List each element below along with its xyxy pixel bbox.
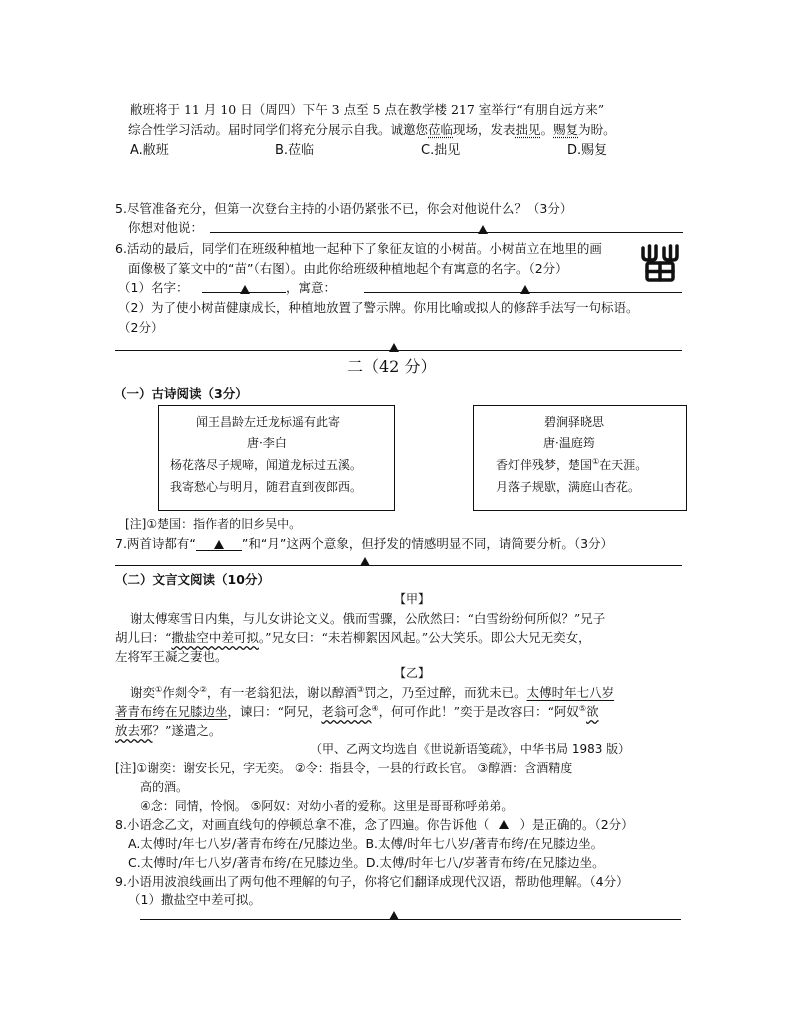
yi-wavy-fangqu: 放去邪 — [115, 723, 153, 738]
q6-prompt-line2: 面像极了篆文中的“苗”（右图）。由此你给班级种植地起个有寓意的名字。（2分） — [128, 261, 568, 276]
q4-line2-b: 现场，发表 — [453, 122, 516, 137]
q4-word-zhuojian: 拙见 — [515, 122, 541, 137]
q7-blank[interactable] — [196, 535, 242, 551]
q4-line2-c: 。 — [540, 122, 554, 137]
poetry-note: [注]①楚国：指作者的旧乡吴中。 — [125, 517, 302, 531]
yi-para-line2 — [115, 702, 599, 720]
yi-note3-marker: ③ — [356, 684, 365, 694]
poem2-title: 碧涧驿晓思 — [544, 415, 605, 429]
q7-answer-line[interactable] — [115, 565, 682, 566]
q5-answer-marker — [478, 222, 488, 237]
q4-word-lailin: 莅临 — [428, 122, 454, 137]
yi-line3-a: ？”遂遣之。 — [152, 723, 222, 738]
q6-sub2-line1: （2）为了使小树苗健康成长，种植地放置了警示牌。你用比喻或拟人的修辞手法写一句标语。 — [118, 300, 639, 315]
q6-sub2-line2: （2分） — [118, 320, 164, 335]
q9-sub1: （1）撒盐空中差可拟。 — [128, 892, 261, 907]
yi-underlined-sentence-part1: 太傅时年七八岁 — [526, 685, 615, 700]
classical-note1: [注]①谢奕：谢安长兄，字无奕。 ②令：指县令，一县的行政长官。 ③醇酒：含酒精度 — [115, 761, 573, 775]
seal-script-miao-svg — [638, 242, 682, 282]
q7-prompt-b: ”和“月”这两个意象，但抒发的情感明显不同，请简要分析。（3分） — [241, 536, 614, 551]
q9-prompt: 9.小语用波浪线画出了两句他不理解的句子，你将它们翻译成现代汉语，帮助他理解。（4分） — [115, 874, 629, 889]
q5-prompt: 5.尽管准备充分，但第一次登台主持的小语仍紧张不已，你会对他说什么？（3分） — [115, 201, 573, 216]
q9-sub1-marker — [389, 908, 399, 923]
classical-heading: （二）文言文阅读（10分） — [115, 572, 270, 587]
poem1-line1: 杨花落尽子规啼，闻道龙标过五溪。 — [170, 458, 363, 472]
q6-sub2-marker — [389, 340, 399, 355]
yi-line1-b: 作剡令 — [162, 685, 200, 700]
poem2-author: 唐·温庭筠 — [543, 436, 595, 450]
yi-underlined-sentence-part2: 著青布绔在兄膝边坐 — [115, 704, 228, 719]
yi-note2-marker: ② — [199, 684, 207, 694]
classical-note1-cont: 高的酒。 — [140, 780, 189, 794]
poem2-note-marker: ① — [592, 457, 600, 466]
q4-line2-a: 综合性学习活动。届时同学们将充分展示自我。诚邀您 — [128, 122, 429, 137]
yi-label: 【乙】 — [394, 666, 431, 680]
section-2-title: 二（42 分） — [347, 357, 437, 376]
q4-line1: 敝班将于 11 月 10 日（周四）下午 3 点至 5 点在教学楼 217 室举行“有朋自远方来” — [130, 102, 605, 117]
jia-line2-a: 胡儿曰：“ — [115, 630, 172, 645]
poem1-line2: 我寄愁心与明月，随君直到夜郎西。 — [170, 480, 363, 494]
poem2-line1-b: 在天涯。 — [599, 458, 648, 472]
jia-label: 【甲】 — [394, 592, 431, 606]
q4-word-cifu: 赐复 — [553, 122, 579, 137]
poem1-author: 唐·李白 — [247, 436, 287, 450]
q7-answer-marker — [360, 554, 370, 569]
poem2-line2: 月落子规歇，满庭山杏花。 — [496, 480, 641, 494]
q4-line2-d: 为盼。 — [578, 122, 616, 137]
q8-blank-marker[interactable] — [489, 817, 519, 832]
yi-note5-marker: ⑤ — [578, 703, 587, 713]
q6-meaning-label: ，寓意： — [286, 280, 337, 295]
q8-prompt-b: ）是正确的。（2分） — [519, 817, 634, 832]
q6-sub2-answer-line[interactable] — [115, 350, 682, 351]
yi-line2-b: ，何可作此！”奕于是改容曰：“阿奴 — [378, 704, 579, 719]
yi-line2-a: ，谏曰：“阿兄， — [227, 704, 322, 719]
q7-prompt-a: 7.两首诗都有“ — [115, 536, 196, 551]
q5-answer-label: 你想对他说： — [128, 220, 204, 235]
poem1-title: 闻王昌龄左迁龙标遥有此寄 — [196, 415, 341, 429]
poetry-heading: （一）古诗阅读（3分） — [114, 386, 248, 401]
jia-para-line1: 谢太傅寒雪日内集，与儿女讲论文义。俄而雪骤，公欣然曰：“白雪纷纷何所似？”兄子 — [130, 611, 606, 626]
q4-option-a: A.敝班 — [130, 143, 169, 158]
jia-line2-b: 。”兄女曰：“未若柳絮因风起。”公大笑乐。即公大兄无奕女， — [258, 630, 591, 645]
q7-prompt — [115, 534, 613, 552]
yi-para-line3 — [115, 721, 221, 739]
q6-name-marker — [240, 282, 250, 297]
yi-line1-a: 谢奕 — [130, 685, 156, 700]
q4-option-b: B.莅临 — [275, 143, 315, 158]
yi-note4-marker: ④ — [371, 703, 379, 713]
q8-options-ab: A.太傅时/年七八岁/著青布绔在/兄膝边坐。B.太傅/时年七八岁/著青布绔/在兄膝边坐。 — [128, 836, 604, 851]
yi-line1-d: 罚之，乃至过醉，而犹未已。 — [364, 685, 527, 700]
q5-answer-line[interactable] — [210, 232, 683, 233]
yi-wavy-phrase: 老翁可念 — [321, 704, 372, 719]
q6-prompt-line1: 6.活动的最后，同学们在班级种植地一起种下了象征友谊的小树苗。小树苗立在地里的画 — [115, 241, 602, 256]
yi-line1-c: ，有一老翁犯法，谢以醇酒 — [206, 685, 357, 700]
q6-name-label: （1）名字： — [118, 280, 189, 295]
seal-script-miao-image — [638, 242, 682, 282]
jia-wavy-sentence: 撒盐空中差可拟 — [171, 630, 259, 645]
q4-option-c: C.拙见 — [421, 143, 461, 158]
yi-wavy-yu: 欲 — [586, 704, 599, 719]
yi-para-line1 — [130, 683, 614, 701]
q4-option-d: D.赐复 — [567, 143, 608, 158]
q8-options-cd: C.太傅时/年七八岁/著青布绔/在兄膝边坐。D.太傅/时年七八/岁著青布绔/在兄膝边坐。 — [128, 855, 605, 870]
poem2-line1 — [496, 456, 647, 473]
q4-line2 — [128, 120, 616, 138]
poem2-line1-a: 香灯伴残梦，楚国 — [496, 458, 593, 472]
classical-source: （甲、乙两文均选自《世说新语笺疏》，中华书局 1983 版） — [310, 742, 631, 756]
q6-meaning-marker — [520, 282, 530, 297]
yi-note1-marker: ① — [155, 684, 163, 694]
q8-prompt — [115, 815, 634, 833]
q9-sub1-answer-line[interactable] — [140, 919, 681, 920]
classical-note2: ④念：同情，怜悯。 ⑤阿奴：对幼小者的爱称。这里是哥哥称呼弟弟。 — [140, 799, 514, 813]
jia-para-line3: 左将军王凝之妻也。 — [115, 649, 228, 664]
jia-para-line2 — [115, 628, 591, 646]
q8-prompt-a: 8.小语念乙文，对画直线句的停顿总拿不准，念了四遍。你告诉他（ — [115, 817, 490, 832]
